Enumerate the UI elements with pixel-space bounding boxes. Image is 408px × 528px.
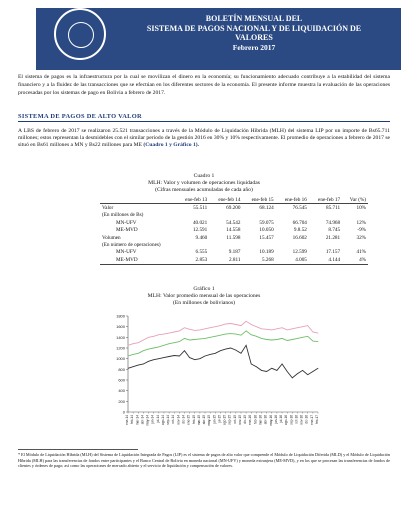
data-point	[225, 334, 226, 335]
header-cell: Var (%)	[342, 196, 368, 204]
header-cell: ene-feb 13	[176, 196, 209, 204]
data-point	[164, 357, 165, 358]
table-cell	[342, 241, 368, 248]
table-cell	[309, 241, 342, 248]
data-point	[215, 353, 216, 354]
x-tick-label: sep-16	[289, 415, 294, 425]
data-point	[256, 336, 257, 337]
x-tick-label: ene-16	[248, 415, 253, 425]
table-cell	[209, 241, 242, 248]
x-tick-label: ago-16	[284, 415, 289, 425]
data-point	[164, 334, 165, 335]
data-point	[189, 340, 190, 341]
x-tick-label: ago-14	[160, 415, 165, 425]
data-point	[169, 343, 170, 344]
x-tick-label: jun-16	[273, 415, 278, 424]
data-point	[241, 353, 242, 354]
x-tick-label: oct-16	[294, 415, 299, 424]
x-tick-label: feb-17	[315, 415, 319, 425]
x-tick-label: sep-15	[227, 415, 232, 425]
table-row	[100, 219, 368, 226]
central-bank-logo	[54, 8, 106, 60]
data-point	[277, 328, 278, 329]
row-label: Volumen	[102, 234, 121, 241]
x-tick-label: nov-16	[299, 415, 304, 425]
row-label: MN-UFV	[116, 249, 137, 256]
data-point	[200, 330, 201, 331]
table-cell: 12.599	[292, 249, 307, 256]
table-cell: 17.157	[325, 249, 341, 256]
data-point	[174, 342, 175, 343]
data-point	[138, 365, 139, 366]
summary-reference: (Cuadro 1 y Gráfico 1).	[143, 142, 200, 149]
table-cell: 74.968	[325, 219, 341, 226]
table-cell: 76.545	[292, 205, 307, 212]
row-label: (En número de operaciones)	[102, 242, 161, 249]
table-cell: 6.555	[195, 249, 208, 256]
table-cell: 10.189	[259, 249, 274, 256]
table-row	[100, 204, 368, 212]
data-point	[313, 332, 314, 333]
data-point	[235, 350, 236, 351]
footnote-divider	[18, 449, 138, 450]
data-point	[277, 339, 278, 340]
data-point	[220, 335, 221, 336]
data-point	[271, 340, 272, 341]
table-cell: 59.075	[259, 219, 274, 226]
x-tick-label: may-14	[145, 415, 150, 426]
data-point	[179, 356, 180, 357]
y-tick-label: 1000	[116, 356, 125, 362]
x-tick-label: oct-15	[232, 415, 237, 424]
data-point	[143, 364, 144, 365]
title-line-1: BOLETÍN MENSUAL DEL	[205, 14, 303, 23]
series-line-2	[128, 331, 318, 356]
data-point	[313, 371, 314, 372]
table-cell: 14.558	[226, 227, 241, 234]
data-point	[318, 333, 319, 334]
data-point	[205, 328, 206, 329]
y-tick-label: 1600	[116, 324, 125, 330]
summary-paragraph	[18, 128, 390, 150]
data-point	[271, 330, 272, 331]
table-cell: 41%	[356, 249, 366, 256]
data-point	[138, 342, 139, 343]
table-cell: 10.050	[259, 227, 274, 234]
data-point	[225, 324, 226, 325]
data-point	[200, 339, 201, 340]
x-tick-label: abr-16	[263, 415, 268, 425]
data-point	[189, 329, 190, 330]
chart-caption	[0, 286, 408, 306]
table-cell: 4%	[342, 256, 368, 264]
data-point	[313, 341, 314, 342]
table-caption-number: Cuadro 1	[193, 173, 215, 179]
data-point	[256, 366, 257, 367]
data-point	[241, 325, 242, 326]
table-cell: 9.460	[195, 234, 208, 241]
data-point	[246, 331, 247, 332]
table-cell: 4.005	[276, 256, 309, 264]
table-cell: 16.602	[292, 234, 307, 241]
row-label: ME-MVD	[116, 227, 138, 234]
data-point	[297, 373, 298, 374]
table-cell: 2.853	[176, 256, 209, 264]
table-caption-title: MLH: Valor y volumen de operaciones liquidadas	[148, 179, 260, 186]
bulletin-title	[110, 14, 398, 52]
header-cell: ene-feb 14	[209, 196, 242, 204]
x-tick-label: oct-14	[171, 415, 176, 424]
x-tick-label: feb-15	[191, 415, 196, 425]
x-tick-label: dic-14	[181, 415, 186, 424]
data-point	[292, 378, 293, 379]
data-point	[148, 337, 149, 338]
data-point	[297, 327, 298, 328]
data-point	[256, 326, 257, 327]
data-point	[282, 327, 283, 328]
table-caption	[0, 173, 408, 193]
data-point	[266, 329, 267, 330]
data-point	[158, 347, 159, 348]
x-tick-label: nov-14	[176, 415, 181, 425]
data-point	[210, 354, 211, 355]
data-point	[194, 339, 195, 340]
data-point	[271, 368, 272, 369]
x-tick-label: abr-14	[140, 415, 145, 425]
data-point	[266, 371, 267, 372]
y-tick-label: 1400	[116, 334, 125, 340]
table-cell	[342, 212, 368, 219]
table-cell: 8.745	[328, 227, 341, 234]
table-cell: 15.457	[259, 234, 274, 241]
x-tick-label: sep-14	[166, 415, 171, 425]
data-point	[205, 356, 206, 357]
data-point	[215, 326, 216, 327]
table-cell: 32%	[356, 234, 366, 241]
table-cell: 5.268	[242, 256, 275, 264]
data-point	[158, 334, 159, 335]
data-point	[220, 325, 221, 326]
data-point	[205, 338, 206, 339]
table-cell: 54.542	[226, 219, 241, 226]
table-cell: 2.811	[209, 256, 242, 264]
header-cell-label	[100, 196, 176, 204]
section-divider	[18, 121, 390, 122]
data-point	[251, 334, 252, 335]
table-row	[100, 234, 368, 241]
x-tick-label: jun-14	[150, 415, 155, 424]
row-label: ME-MVD	[100, 256, 176, 264]
table-row	[100, 227, 368, 234]
x-tick-label: abr-15	[202, 415, 207, 425]
table-cell: 4.144	[309, 256, 342, 264]
data-point	[138, 353, 139, 354]
table-cell	[276, 241, 309, 248]
data-point	[287, 371, 288, 372]
data-point	[287, 340, 288, 341]
y-tick-label: 400	[118, 388, 125, 394]
data-point	[230, 323, 231, 324]
x-tick-label: dic-15	[243, 415, 248, 424]
data-point	[194, 359, 195, 360]
data-point	[158, 358, 159, 359]
table-cell	[176, 241, 209, 248]
data-point	[251, 324, 252, 325]
y-tick-label: 600	[118, 377, 125, 383]
data-point	[246, 345, 247, 346]
data-point	[261, 370, 262, 371]
logo-seal-icon	[68, 22, 94, 48]
data-point	[302, 326, 303, 327]
data-point	[169, 333, 170, 334]
table-cell: 12%	[356, 219, 366, 226]
series-line-3	[128, 345, 318, 378]
row-label: Valor	[102, 205, 114, 212]
y-tick-label: 0	[122, 409, 125, 415]
data-point	[184, 327, 185, 328]
x-tick-label: ene-14	[125, 415, 129, 425]
data-point	[184, 350, 185, 351]
table-cell: 40.021	[192, 219, 208, 226]
data-point	[307, 336, 308, 337]
data-point	[164, 345, 165, 346]
data-point	[210, 327, 211, 328]
y-tick-label: 200	[118, 398, 125, 404]
data-point	[251, 364, 252, 365]
header-cell: ene-feb 15	[242, 196, 275, 204]
data-point	[194, 330, 195, 331]
data-point	[292, 328, 293, 329]
data-point	[235, 334, 236, 335]
x-tick-label: mar-16	[258, 415, 263, 426]
x-tick-label: ago-15	[222, 415, 227, 425]
data-point	[318, 341, 319, 342]
table-cell	[209, 212, 242, 219]
data-point	[143, 350, 144, 351]
x-tick-label: ene-15	[186, 415, 191, 425]
data-point	[143, 340, 144, 341]
data-point	[246, 321, 247, 322]
x-tick-label: jul-16	[279, 415, 284, 423]
data-point	[184, 338, 185, 339]
data-point	[148, 361, 149, 362]
y-tick-label: 1200	[116, 345, 125, 351]
data-point	[230, 348, 231, 349]
table-cell: 10%	[356, 205, 366, 212]
data-point	[225, 349, 226, 350]
data-point	[133, 354, 134, 355]
data-point	[215, 336, 216, 337]
data-point	[282, 364, 283, 365]
data-point	[307, 374, 308, 375]
data-point	[174, 355, 175, 356]
data-point	[220, 350, 221, 351]
data-point	[230, 333, 231, 334]
intro-paragraph: El sistema de pagos es la infraestructura por la cual se movilizan el dinero en la economía; su funcionamiento adecuado contribuye a la estabilidad del sistema financiero y a la fluidez de las transacciones que se efectúan en los diferentes sectores de la economía. El presente informe muestra la evaluación de las operaciones procesadas por los sistemas de pago en Bolivia a febrero de 2017.	[18, 74, 390, 96]
table-cell: 85.711	[326, 205, 341, 212]
data-point	[302, 370, 303, 371]
table-cell: 55.511	[193, 205, 208, 212]
header-cell: ene-feb 17	[309, 196, 342, 204]
y-tick-label: 1800	[116, 313, 125, 319]
data-point	[153, 359, 154, 360]
data-point	[261, 338, 262, 339]
footnote: * El Módulo de Liquidación Híbrida (MLH) del Sistema de Liquidación Integrada de Pagos (LIP) es el sistema de pagos de alto valor que comprende el Módulo de Liquidación Diferida (MLD) y el Módulo de Liquidación Híbrida (MLH) para las transferencias de fondos entre participantes y el Banco Central de Bolivia en moneda nacional (MN-UFV) y moneda extranjera (ME-MVD), y en los que se procesan las transferencias de fondos de clientes y órdenes de pago; así como las operaciones de mercado abierto y el servicio de liquidación y compensación de valores.	[18, 452, 390, 469]
data-point	[302, 337, 303, 338]
data-point	[153, 348, 154, 349]
row-label: MN-UFV	[116, 219, 137, 226]
data-point	[210, 337, 211, 338]
data-point	[307, 325, 308, 326]
line-chart	[106, 312, 326, 440]
title-line-3: VALORES	[235, 33, 273, 42]
table-row	[100, 241, 368, 248]
data-point	[277, 370, 278, 371]
table-cell: 21.281	[325, 234, 341, 241]
series-line-1	[128, 321, 318, 345]
table-cell	[242, 241, 275, 248]
x-tick-label: may-15	[207, 415, 212, 426]
data-point	[179, 331, 180, 332]
chart-caption-title: MLH: Valor promedio mensual de las operaciones	[147, 292, 261, 299]
row-label: (En millones de Bs)	[102, 212, 144, 219]
table-row	[100, 212, 368, 219]
table-row	[100, 249, 368, 256]
header-cell: ene-feb 16	[276, 196, 309, 204]
table-cell: 69.200	[226, 205, 241, 212]
x-tick-label: mar-15	[196, 415, 201, 426]
data-point	[282, 338, 283, 339]
table-cell: 9.8.52	[293, 227, 307, 234]
data-point	[241, 335, 242, 336]
data-point	[297, 338, 298, 339]
data-point	[174, 332, 175, 333]
table-cell: 9.187	[228, 249, 241, 256]
section-title: SISTEMA DE PAGOS DE ALTO VALOR	[18, 113, 142, 120]
data-point	[179, 341, 180, 342]
table-cell: -9%	[357, 227, 366, 234]
x-tick-label: nov-15	[237, 415, 242, 425]
table-body	[100, 204, 368, 264]
x-tick-label: jun-15	[212, 415, 217, 424]
x-tick-label: dic-16	[304, 415, 309, 424]
chart-caption-number: Gráfico 1	[193, 286, 215, 292]
table-cell	[242, 212, 275, 219]
y-tick-label: 800	[118, 366, 125, 372]
chart-caption-subtitle: (En millones de bolivianos)	[173, 299, 235, 306]
data-point	[287, 330, 288, 331]
table-cell	[176, 212, 209, 219]
data-point	[128, 345, 129, 346]
bulletin-date: Febrero 2017	[232, 42, 276, 52]
title-line-2: SISTEMA DE PAGOS NACIONAL Y DE LIQUIDACIÓN DE	[146, 23, 362, 33]
x-tick-label: feb-14	[130, 415, 135, 425]
x-tick-label: jul-15	[217, 415, 222, 423]
data-point	[148, 349, 149, 350]
data-point	[261, 328, 262, 329]
x-tick-label: mar-14	[135, 415, 140, 426]
data-point	[292, 339, 293, 340]
table-cell: 66.704	[292, 219, 307, 226]
table-caption-subtitle: (Cifras mensuales acumuladas de cada año)	[155, 186, 253, 193]
data-point	[318, 368, 319, 369]
data-point	[128, 356, 129, 357]
data-point	[133, 343, 134, 344]
table-cell: 11.598	[226, 234, 241, 241]
table-cell: 12.591	[192, 227, 208, 234]
table-cell	[309, 212, 342, 219]
data-point	[266, 339, 267, 340]
x-tick-label: feb-16	[253, 415, 258, 425]
table-header-row	[100, 196, 368, 204]
table-cell: 68.124	[259, 205, 274, 212]
data-point	[133, 366, 134, 367]
x-tick-label: jul-14	[155, 415, 160, 423]
data-point	[153, 336, 154, 337]
table-cell	[276, 212, 309, 219]
data-point	[169, 356, 170, 357]
data-point	[128, 368, 129, 369]
operations-table	[100, 196, 368, 265]
table-row	[100, 256, 368, 264]
x-tick-label: ene-17	[309, 415, 314, 425]
data-point	[200, 358, 201, 359]
data-point	[189, 357, 190, 358]
x-tick-label: may-16	[268, 415, 273, 426]
data-point	[235, 324, 236, 325]
summary-text: A LBS de febrero de 2017 se realizaron 25.521 transacciones a través de la Módulo de Liquidación Híbrida (MLH) del sistema LIP por un importe de Bs65.711 millones; estos representan la desmidebles con el similar período de la gestión 2016 en 30% y 10% respectivamente. El promedio de operaciones a febrero de 2017 se situó en Bs61 millones a MN y Bs22 millones para ME	[18, 128, 390, 149]
